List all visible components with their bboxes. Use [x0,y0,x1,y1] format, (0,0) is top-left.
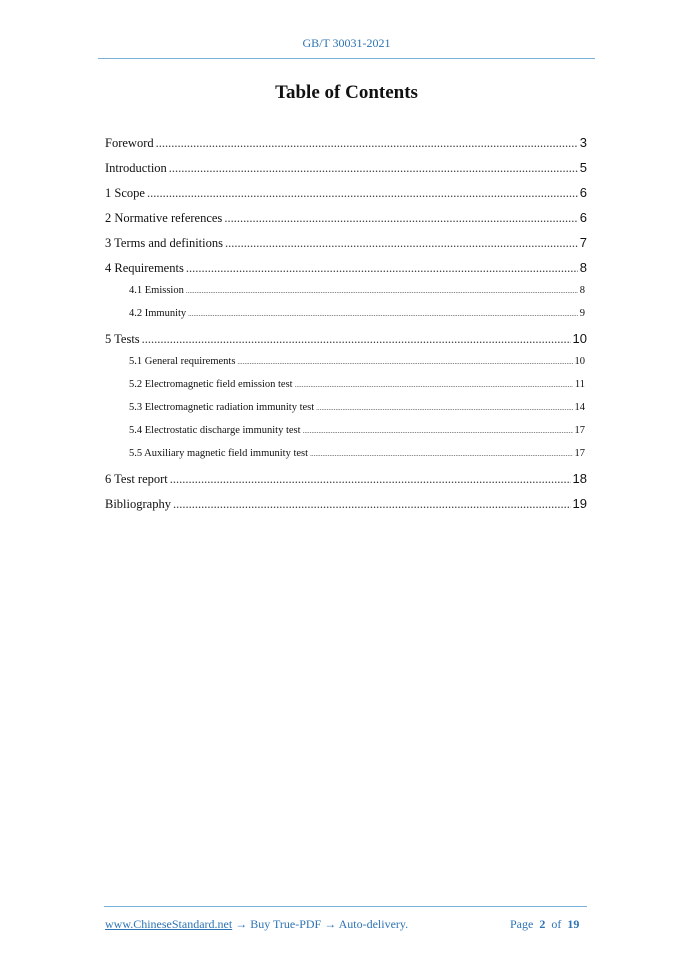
toc-entry[interactable] [105,496,587,521]
toc-entry-label: 5.2 Electromagnetic field emission test [129,379,293,390]
toc-page-number: 10 [572,331,587,346]
auto-delivery-text: Auto-delivery. [338,917,409,931]
dot-leader [170,472,571,487]
header-divider [98,58,595,59]
toc-subentry[interactable] [105,356,587,379]
toc-entry-label: Bibliography [105,497,171,511]
total-pages-number: 19 [567,917,580,931]
toc-entry[interactable] [105,210,587,235]
toc-page-number: 5 [579,160,587,175]
toc-entry[interactable] [105,331,587,356]
toc-entry[interactable] [105,471,587,496]
current-page-number: 2 [539,917,546,931]
toc-subentry[interactable] [105,285,587,308]
toc-entry-label: 1 Scope [105,186,145,200]
dot-leader [173,497,571,512]
toc-subentry[interactable] [105,425,587,448]
toc-page-number: 17 [574,425,585,436]
toc-page-number: 11 [574,379,585,390]
toc-entry[interactable] [105,185,587,210]
toc-entry-label: Foreword [105,136,154,150]
arrow-icon: → [324,917,337,931]
document-header: GB/T 30031-2021 [302,36,391,50]
table-of-contents [105,135,587,521]
toc-entry-label: 5.3 Electromagnetic radiation immunity test [129,402,315,413]
toc-subentry[interactable] [105,308,587,331]
dot-leader [310,450,572,458]
dot-leader [156,136,578,151]
toc-entry-label: 5.5 Auxiliary magnetic field immunity test [129,448,309,459]
dot-leader [316,404,572,412]
toc-entry-label: 5.1 General requirements [129,356,236,367]
toc-page-number: 6 [579,210,587,225]
toc-page-number: 8 [579,285,585,296]
toc-entry[interactable] [105,160,587,185]
page-indicator [510,917,579,932]
toc-page-number: 14 [574,402,585,413]
toc-entry-label: 2 Normative references [105,211,223,225]
dot-leader [142,332,571,347]
dot-leader [188,310,578,318]
toc-subentry[interactable] [105,448,587,471]
toc-page-number: 7 [579,235,587,250]
dot-leader [303,427,573,435]
dot-leader [225,236,578,251]
toc-entry-label: 4.1 Emission [129,285,184,296]
arrow-icon: → [235,917,248,931]
page-title: Table of Contents [275,82,418,103]
dot-leader [147,186,578,201]
page-word: Page [510,917,534,931]
of-word: of [551,917,562,931]
toc-page-number: 8 [579,260,587,275]
dot-leader [224,211,577,226]
toc-subentry[interactable] [105,379,587,402]
toc-entry-label: 5 Tests [105,332,140,346]
toc-page-number: 17 [574,448,585,459]
toc-entry-label: 6 Test report [105,472,168,486]
toc-entry[interactable] [105,235,587,260]
toc-page-number: 18 [572,471,587,486]
footer-divider [104,906,587,907]
dot-leader [295,381,573,389]
toc-page-number: 9 [579,308,585,319]
toc-entry-label: 5.4 Electrostatic discharge immunity test [129,425,301,436]
dot-leader [237,358,572,366]
dot-leader [186,261,578,276]
toc-entry-label: 4.2 Immunity [129,308,187,319]
toc-subentry[interactable] [105,402,587,425]
toc-page-number: 10 [574,356,585,367]
toc-entry-label: Introduction [105,161,167,175]
toc-entry[interactable] [105,135,587,160]
toc-page-number: 19 [572,496,587,511]
dot-leader [186,287,578,295]
buy-pdf-link[interactable]: Buy True-PDF [250,917,322,931]
website-link[interactable]: www.ChineseStandard.net [105,917,233,931]
toc-entry[interactable] [105,260,587,285]
toc-entry-label: 3 Terms and definitions [105,236,223,250]
toc-page-number: 3 [579,135,587,150]
toc-entry-label: 4 Requirements [105,261,184,275]
dot-leader [169,161,578,176]
toc-page-number: 6 [579,185,587,200]
footer-links [105,917,408,932]
